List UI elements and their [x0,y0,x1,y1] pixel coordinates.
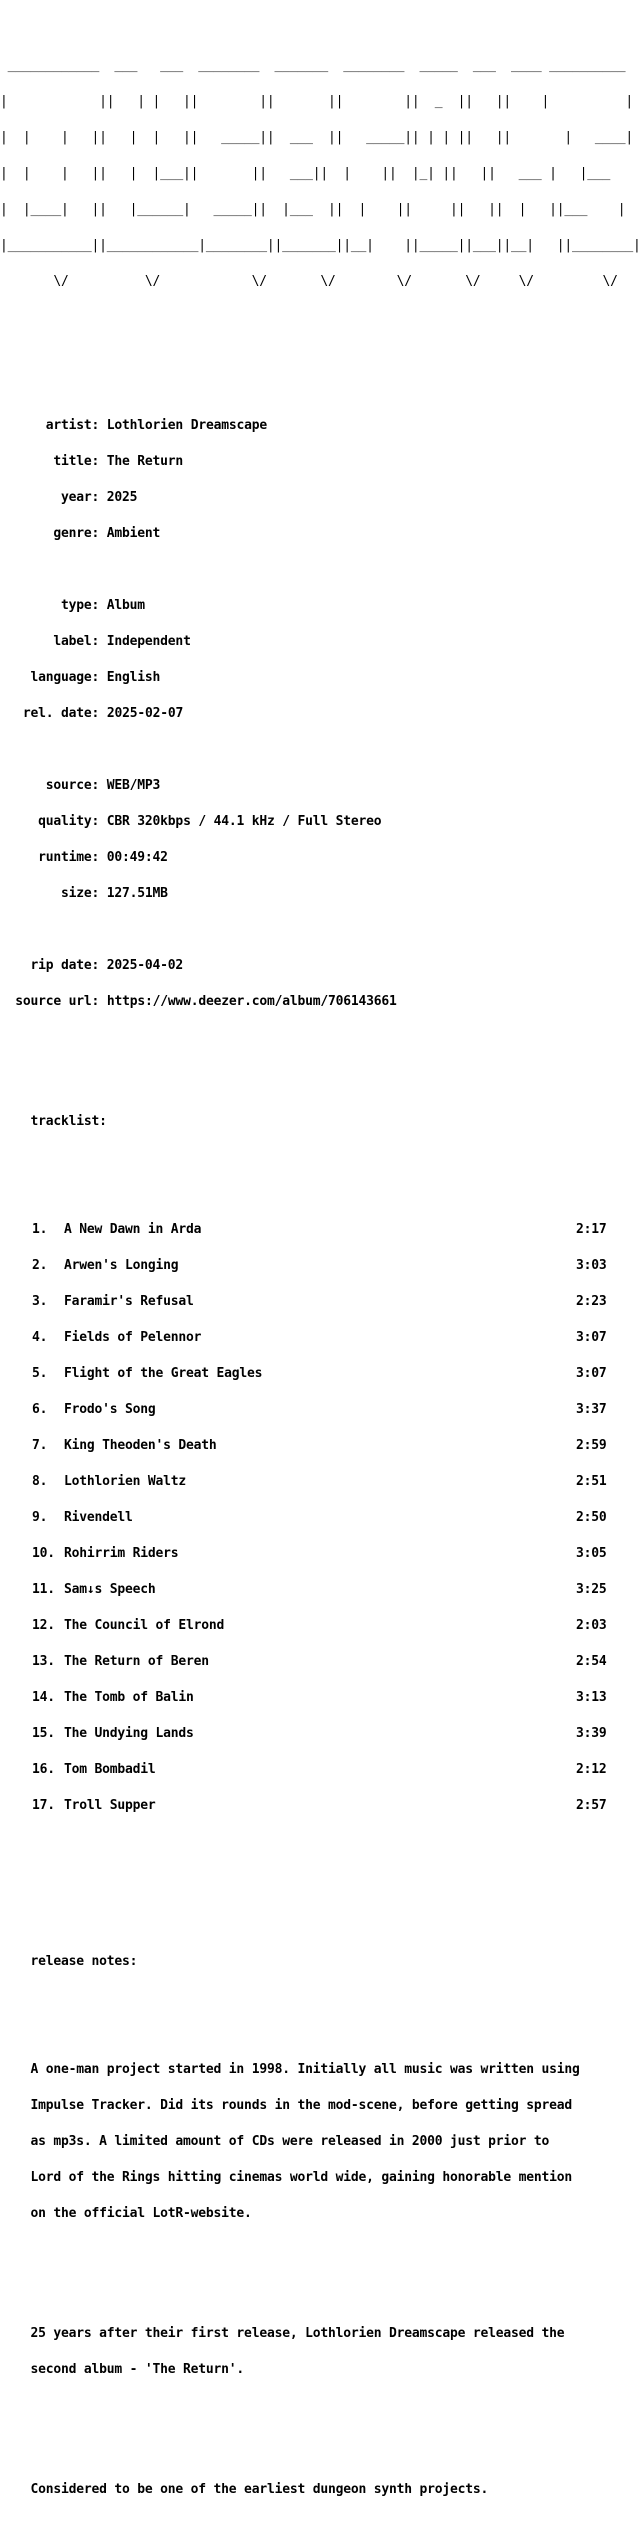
release-notes-heading [0,1956,632,1968]
banner-line: | | | || | |___|| || ___|| | || |_| || || ___ | |___ [0,166,618,181]
banner-line: | | | || | | || _____|| ___ || _____|| | | || || | ____| [0,130,634,145]
notes-line [0,2100,632,2112]
track-duration: 3:05 [576,1546,607,1561]
track-row [0,1800,632,1812]
banner-line: \/ \/ \/ \/ \/ \/ \/ \/ [0,274,618,289]
track-row [0,1728,632,1740]
info-label: rip date: [30,958,100,973]
track-title: The Return of Beren [64,1654,209,1669]
info-row-title [0,456,632,468]
notes-text: as mp3s. A limited amount of CDs were released in 2000 just prior to [30,2134,550,2149]
track-number: 13. [32,1654,55,1669]
notes-text: Lord of the Rings hitting cinemas world wide, gaining honorable mention [30,2170,573,2185]
track-number: 15. [32,1726,55,1741]
notes-line [0,2136,632,2148]
info-value: 2025 [106,490,138,505]
track-row [0,1620,632,1632]
track-row [0,1548,632,1560]
track-title: Flight of the Great Eagles [64,1366,263,1381]
release-notes-heading-text: release notes: [30,1954,138,1969]
info-value: English [106,670,161,685]
track-title: The Council of Elrond [64,1618,225,1633]
info-value: WEB/MP3 [106,778,161,793]
release-notes-paragraph [0,2040,632,2244]
track-title: Rivendell [64,1510,133,1525]
track-number: 14. [32,1690,55,1705]
release-notes-paragraph [0,2460,632,2520]
info-value: 127.51MB [106,886,168,901]
track-number: 7. [32,1438,48,1453]
notes-text: Considered to be one of the earliest dungeon synth projects. [30,2482,489,2497]
info-value: Ambient [106,526,161,541]
track-duration: 2:23 [576,1294,607,1309]
info-row-type [0,600,632,612]
info-value: Album [106,598,145,613]
info-label: genre: [53,526,100,541]
track-number: 11. [32,1582,55,1597]
track-duration: 2:57 [576,1798,607,1813]
info-row-label [0,636,632,648]
info-value: The Return [106,454,184,469]
notes-line [0,2208,632,2220]
info-value: https://www.deezer.com/album/706143661 [106,994,397,1009]
info-label: year: [61,490,100,505]
tracklist-heading [0,1116,632,1128]
notes-line [0,2172,632,2184]
track-title: Lothlorien Waltz [64,1474,187,1489]
info-label: type: [61,598,100,613]
track-number: 3. [32,1294,48,1309]
info-label: source url: [15,994,100,1009]
track-title: Tom Bombadil [64,1762,156,1777]
track-number: 9. [32,1510,48,1525]
track-duration: 2:12 [576,1762,607,1777]
track-title: Faramir's Refusal [64,1294,194,1309]
info-value: 00:49:42 [106,850,168,865]
info-row-genre [0,528,632,540]
info-label: language: [30,670,100,685]
tracklist-heading-text: tracklist: [30,1114,107,1129]
notes-line [0,2064,632,2076]
track-number: 16. [32,1762,55,1777]
track-title: The Tomb of Balin [64,1690,194,1705]
notes-line [0,2328,632,2340]
info-value: CBR 320kbps / 44.1 kHz / Full Stereo [106,814,382,829]
track-row [0,1656,632,1668]
track-duration: 3:07 [576,1366,607,1381]
info-row-quality [0,816,632,828]
track-title: The Undying Lands [64,1726,194,1741]
info-label: rel. date: [22,706,100,721]
track-row [0,1332,632,1344]
track-title: Fields of Pelennor [64,1330,202,1345]
banner-line: | |____| || |______| _____|| |___ || | || || || | ||___ | [0,202,626,217]
track-duration: 2:17 [576,1222,607,1237]
track-title: Rohirrim Riders [64,1546,179,1561]
banner-line: | || | | || || || || _ || || | | [0,94,634,109]
track-duration: 3:37 [576,1402,607,1417]
track-duration: 3:39 [576,1726,607,1741]
track-title: King Theoden's Death [64,1438,217,1453]
track-number: 6. [32,1402,48,1417]
info-row-reldate [0,708,632,720]
banner-line: |___________||____________|________||_______||__| ||_____||___||__| ||________| [0,238,641,253]
track-duration: 2:54 [576,1654,607,1669]
track-duration: 3:07 [576,1330,607,1345]
info-value: Lothlorien Dreamscape [106,418,267,433]
track-row [0,1368,632,1380]
track-row [0,1224,632,1236]
banner-line: ____________ ___ ___ ________ _______ ________ _____ ___ ____ __________ [0,58,626,73]
track-duration: 3:25 [576,1582,607,1597]
info-value: 2025-04-02 [106,958,184,973]
track-duration: 2:51 [576,1474,607,1489]
info-label: quality: [38,814,100,829]
info-row-ripdate [0,960,632,972]
track-duration: 3:13 [576,1690,607,1705]
track-number: 12. [32,1618,55,1633]
info-label: size: [61,886,100,901]
notes-line [0,2484,632,2496]
info-label: title: [53,454,100,469]
info-row-year [0,492,632,504]
info-value: 2025-02-07 [106,706,184,721]
track-row [0,1512,632,1524]
info-label: runtime: [38,850,100,865]
info-label: label: [53,634,100,649]
track-row [0,1584,632,1596]
notes-text: Impulse Tracker. Did its rounds in the mod-scene, before getting spread [30,2098,573,2113]
track-number: 1. [32,1222,48,1237]
notes-text: second album - 'The Return'. [30,2362,245,2377]
track-title: Sam↓s Speech [64,1582,156,1597]
track-duration: 2:50 [576,1510,607,1525]
info-label: source: [45,778,100,793]
info-row-source [0,780,632,792]
track-row [0,1440,632,1452]
info-row-sourceurl [0,996,632,1008]
track-duration: 2:59 [576,1438,607,1453]
info-label: artist: [45,418,100,433]
track-duration: 3:03 [576,1258,607,1273]
track-title: A New Dawn in Arda [64,1222,202,1237]
ascii-logo-banner [0,36,641,312]
notes-text: on the official LotR-website. [30,2206,252,2221]
notes-text: A one-man project started in 1998. Initially all music was written using [30,2062,580,2077]
track-row [0,1296,632,1308]
track-number: 8. [32,1474,48,1489]
track-row [0,1260,632,1272]
track-row [0,1476,632,1488]
track-title: Troll Supper [64,1798,156,1813]
info-row-artist [0,420,632,432]
track-row [0,1764,632,1776]
track-number: 17. [32,1798,55,1813]
info-value: Independent [106,634,191,649]
track-row [0,1404,632,1416]
track-row [0,1692,632,1704]
nfo-document [0,12,641,2532]
track-number: 2. [32,1258,48,1273]
info-row-language [0,672,632,684]
info-row-runtime [0,852,632,864]
notes-text: 25 years after their first release, Lothlorien Dreamscape released the [30,2326,565,2341]
track-title: Arwen's Longing [64,1258,179,1273]
info-row-size [0,888,632,900]
track-title: Frodo's Song [64,1402,156,1417]
track-number: 4. [32,1330,48,1345]
release-notes-paragraph [0,2304,632,2400]
release-info-block [0,396,632,1032]
tracklist [0,1200,632,1836]
notes-line [0,2364,632,2376]
track-number: 5. [32,1366,48,1381]
track-duration: 2:03 [576,1618,607,1633]
track-number: 10. [32,1546,55,1561]
